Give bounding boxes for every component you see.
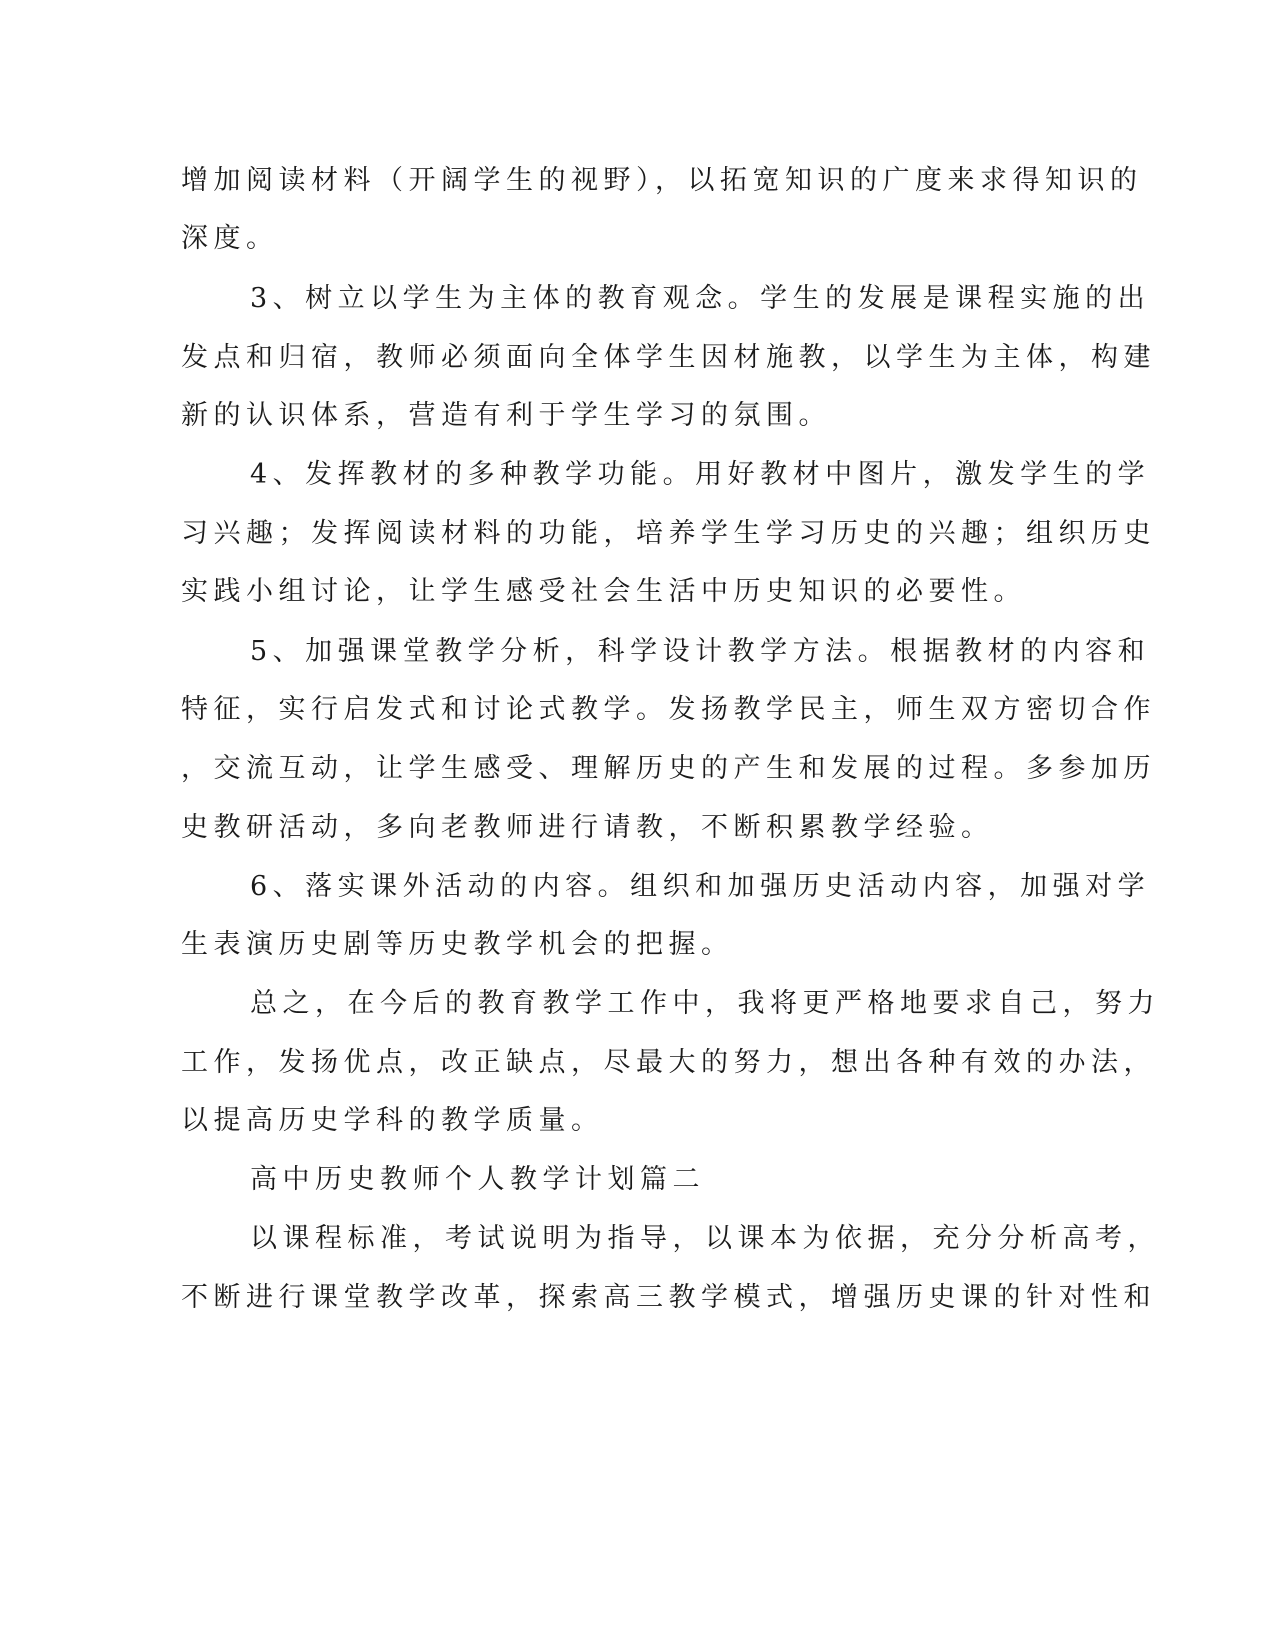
- text-line: 实践小组讨论，让学生感受社会生活中历史知识的必要性。: [181, 576, 1026, 607]
- text-line: 3、树立以学生为主体的教育观念。学生的发展是课程实施的出: [250, 283, 1151, 314]
- text-line: 增加阅读材料（开阔学生的视野），以拓宽知识的广度来求得知识的: [181, 165, 1143, 196]
- text-line: 发点和归宿，教师必须面向全体学生因材施教，以学生为主体，构建: [181, 342, 1156, 373]
- text-line: 新的认识体系，营造有利于学生学习的氛围。: [181, 400, 831, 431]
- text-line: 生表演历史剧等历史教学机会的把握。: [181, 929, 734, 960]
- section-heading: 高中历史教师个人教学计划篇二: [250, 1164, 705, 1195]
- text-line: 5、加强课堂教学分析，科学设计教学方法。根据教材的内容和: [250, 636, 1151, 667]
- text-line: 史教研活动，多向老教师进行请教，不断积累教学经验。: [181, 812, 994, 843]
- text-line: 习兴趣；发挥阅读材料的功能，培养学生学习历史的兴趣；组织历史: [181, 518, 1156, 549]
- text-line: 工作，发扬优点，改正缺点，尽最大的努力，想出各种有效的办法，: [181, 1047, 1156, 1078]
- text-line: 不断进行课堂教学改革，探索高三教学模式，增强历史课的针对性和: [181, 1282, 1156, 1313]
- text-line: 总之，在今后的教育教学工作中，我将更严格地要求自己，努力: [250, 988, 1160, 1019]
- text-line: 以提高历史学科的教学质量。: [181, 1105, 604, 1136]
- text-line: 6、落实课外活动的内容。组织和加强历史活动内容，加强对学: [250, 871, 1151, 902]
- text-line: 深度。: [181, 223, 279, 254]
- text-line: 特征，实行启发式和讨论式教学。发扬教学民主，师生双方密切合作: [181, 694, 1156, 725]
- text-line: 4、发挥教材的多种教学功能。用好教材中图片，激发学生的学: [250, 459, 1151, 490]
- text-line: 以课程标准，考试说明为指导，以课本为依据，充分分析高考，: [250, 1223, 1160, 1254]
- text-line: ，交流互动，让学生感受、理解历史的产生和发展的过程。多参加历: [181, 753, 1156, 784]
